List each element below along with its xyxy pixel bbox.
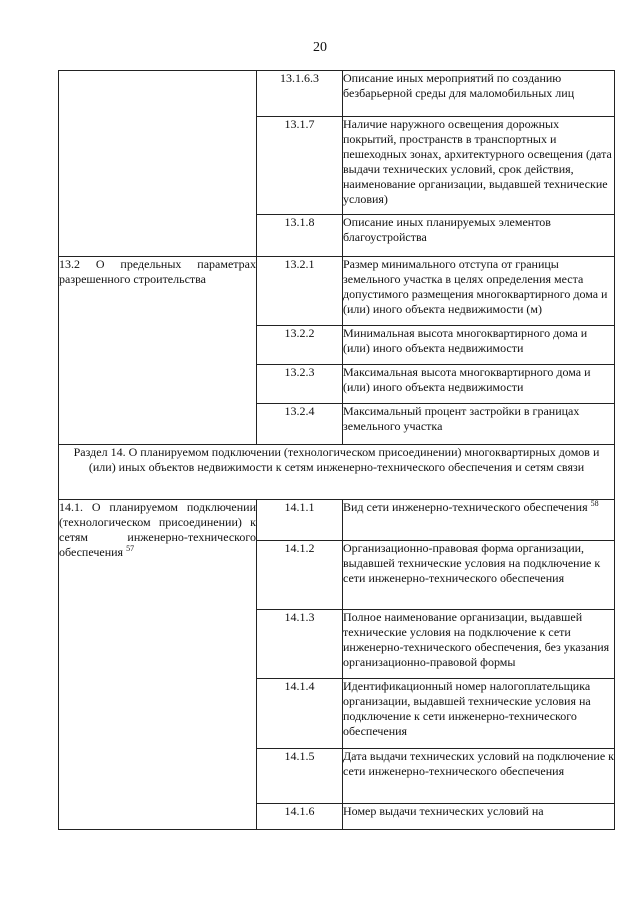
row-text: Номер выдачи технических условий на	[343, 804, 615, 830]
row-text: Полное наименование организации, выдавшей технические условия на подключение к сети инженерно-технического обеспечения, без указания организационно-правовой формы	[343, 610, 615, 679]
row-text: Вид сети инженерно-технического обеспечения	[343, 500, 588, 514]
section-heading-row	[59, 445, 615, 500]
table-row	[59, 71, 615, 117]
row-code: 14.1.6	[257, 804, 343, 830]
row-code: 13.2.2	[257, 326, 343, 365]
row-text: Минимальная высота многоквартирного дома и (или) иного объекта недвижимости	[343, 326, 615, 365]
group-label-13-2: 13.2 О предельных параметрах разрешенного строительства	[59, 257, 257, 445]
row-code: 14.1.5	[257, 749, 343, 804]
row-text: Идентификационный номер налогоплательщика организации, выдавшей технические условия на подключение к сети инженерно-технического обеспечения	[343, 679, 615, 749]
row-text: Максимальная высота многоквартирного дома и (или) иного объекта недвижимости	[343, 365, 615, 404]
row-code: 13.1.6.3	[257, 71, 343, 117]
row-code: 13.1.8	[257, 215, 343, 257]
footnote-ref: 57	[126, 544, 135, 553]
declaration-table	[58, 70, 615, 830]
row-text: Наличие наружного освещения дорожных покрытий, пространств в транспортных и пешеходных зонах, архитектурного освещения (дата выдачи технических условий, срок действия, наименование организации, выдавшей технические условия)	[343, 117, 615, 215]
row-code: 14.1.3	[257, 610, 343, 679]
row-text: Организационно-правовая форма организации, выдавшей технические условия на подключение к сети инженерно-технического обеспечения	[343, 541, 615, 610]
group-label-14-1	[59, 500, 257, 830]
row-code: 13.1.7	[257, 117, 343, 215]
table-row	[59, 500, 615, 541]
row-text: Размер минимального отступа от границы земельного участка в целях определения места допустимого размещения многоквартирного дома и (или) иного объекта недвижимости (м)	[343, 257, 615, 326]
footnote-ref: 58	[590, 499, 599, 508]
row-text: Описание иных планируемых элементов благоустройства	[343, 215, 615, 257]
row-code: 14.1.2	[257, 541, 343, 610]
section-14-title: Раздел 14. О планируемом подключении (технологическом присоединении) многоквартирных домов и (или) иных объектов недвижимости к сетям инженерно-технического обеспечения и сетям связи	[59, 445, 615, 500]
row-code: 13.2.3	[257, 365, 343, 404]
group-label-13-1-continued	[59, 71, 257, 257]
table-row	[59, 257, 615, 326]
page-number: 20	[313, 40, 327, 55]
row-text: Описание иных мероприятий по созданию безбарьерной среды для маломобильных лиц	[343, 71, 615, 117]
row-code: 13.2.4	[257, 404, 343, 445]
row-code: 13.2.1	[257, 257, 343, 326]
row-text: Дата выдачи технических условий на подключение к сети инженерно-технического обеспечения	[343, 749, 615, 804]
row-text: Максимальный процент застройки в границах земельного участка	[343, 404, 615, 445]
row-text-cell	[343, 500, 615, 541]
row-code: 14.1.4	[257, 679, 343, 749]
group-label-14-1-text: 14.1. О планируемом подключении (технологическом присоединении) к сетям инженерно-технического обеспечения	[59, 500, 256, 559]
row-code: 14.1.1	[257, 500, 343, 541]
